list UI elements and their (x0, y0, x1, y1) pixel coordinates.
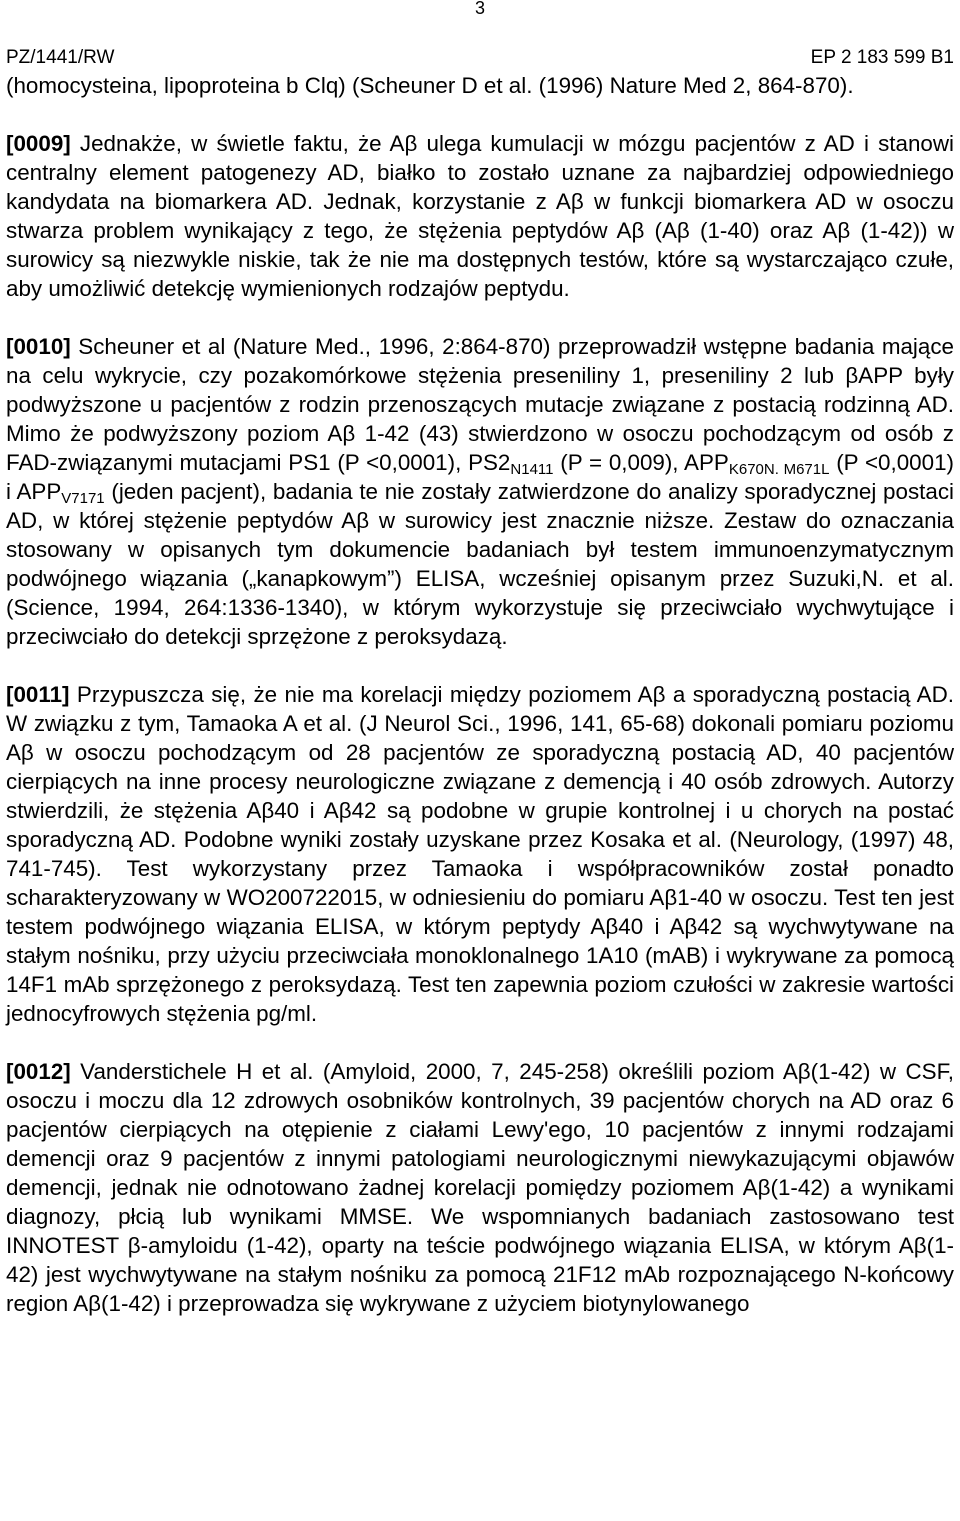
paragraph-text: (P <0,0001) i APP (6, 450, 954, 504)
paragraph-number: [0011] (6, 682, 70, 707)
paragraph-text: (P = 0,009), APP (553, 450, 729, 475)
document-reference: PZ/1441/RW (6, 47, 115, 68)
document-body (6, 71, 954, 1347)
patent-number: EP 2 183 599 B1 (810, 47, 954, 68)
paragraph-0011 (6, 680, 954, 1028)
paragraph-text: (jeden pacjent), badania te nie zostały zatwierdzone do analizy sporadycznej postaci AD, w której stężenie peptydów Aβ w surowicy jest znacznie niższe. Zestaw do oznaczania stosowany w opisanych tym dokumencie badaniach był testem immunoenzymatycznym podwójnego wiązania („kanapkowym”) ELISA, wcześniej opisanym przez Suzuki,N. et al. (Science, 1994, 264:1336-1340), w którym wykorzystuje się przeciwciało wychwytujące i przeciwciało do detekcji sprzężone z peroksydazą. (6, 479, 954, 649)
paragraph-number: [0012] (6, 1059, 71, 1084)
paragraph-text: Przypuszcza się, że nie ma korelacji między poziomem Aβ a sporadyczną postacią AD. W związku z tym, Tamaoka A et al. (J Neurol Sci., 1996, 141, 65-68) dokonali pomiaru poziomu Aβ w osoczu pochodzącym od 28 pacjentów ze sporadyczną postacią AD, 40 pacjentów cierpiących na inne procesy neurologiczne związane z demencją i 40 osób zdrowych. Autorzy stwierdzili, że stężenia Aβ40 i Aβ42 są podobne w grupie kontrolnej i u chorych na postać sporadyczną AD. Podobne wyniki zostały uzyskane przez Kosaka et al. (Neurology, (1997) 48, 741-745). Test wykorzystany przez Tamaoka i współpracowników został ponadto scharakteryzowany w WO200722015, w odniesieniu do pomiaru Aβ1-40 w osoczu. Test ten jest testem podwójnego wiązania ELISA, w którym peptydy Aβ40 i Aβ42 są wychwytywane na stałym nośniku, przy użyciu przeciwciała monoklonalnego 1A10 (mAB) i wykrywane za pomocą 14F1 mAb sprzężonego z peroksydazą. Test ten zapewnia poziom czułości w zakresie wartości jednocyfrowych stężenia pg/ml. (6, 682, 954, 1026)
paragraph-number: [0009] (6, 131, 71, 156)
intro-paragraph: (homocysteina, lipoproteina b Clq) (Scheuner D et al. (1996) Nature Med 2, 864-870). (6, 73, 854, 98)
paragraph-0012 (6, 1057, 954, 1318)
paragraph-text: Scheuner et al (Nature Med., 1996, 2:864-870) przeprowadził wstępne badania mające na celu wykrycie, czy pozakomórkowe stężenia preseniliny 1, preseniliny 2 lub βAPP były podwyższone u pacjentów z rodzin przenoszących mutacje związane z postacią rodzinną AD. Mimo że podwyższony poziom Aβ 1-42 (43) stwierdzono w osoczu pochodzącym od osób z FAD-związanymi mutacjami PS1 (P <0,0001), PS2 (6, 334, 954, 475)
page-number: 3 (474, 0, 485, 18)
paragraph-0009 (6, 129, 954, 303)
paragraph-number: [0010] (6, 334, 71, 359)
paragraph-0010 (6, 332, 954, 651)
paragraph-text: Jednakże, w świetle faktu, że Aβ ulega kumulacji w mózgu pacjentów z AD i stanowi centralny element patogenezy AD, białko to zostało uznane za najbardziej odpowiedniego kandydata na biomarkera AD. Jednak, korzystanie z Aβ w funkcji biomarkera AD w osoczu stwarza problem wynikający z tego, że stężenia peptydów Aβ (Aβ (1-40) oraz Aβ (1-42)) w surowicy są niezwykle niskie, tak że nie ma dostępnych testów, które są wystarczająco czułe, aby umożliwić detekcję wymienionych rodzajów peptydu. (6, 131, 954, 301)
subscript: N1411 (510, 461, 554, 478)
subscript: K670N. M671L (728, 461, 830, 478)
document-header (6, 47, 954, 73)
subscript: V7171 (61, 490, 105, 507)
paragraph-text: Vanderstichele H et al. (Amyloid, 2000, 7, 245-258) określili poziom Aβ(1-42) w CSF, osoczu i moczu dla 12 zdrowych osobników kontrolnych, 39 pacjentów chorych na AD oraz 6 pacjentów cierpiących na otępienie z ciałami Lewy'ego, 10 pacjentów z innymi rodzajami demencji oraz 9 pacjentów z innymi patologiami neurologicznymi niewykazującymi objawów demencji, jednak nie odnotowano żadnej korelacji pomiędzy poziomem Aβ(1-42) a wynikami diagnozy, płcią lub wynikami MMSE. We wspomnianych badaniach zastosowano test INNOTEST β-amyloidu (1-42), oparty na teście podwójnego wiązania ELISA, w którym Aβ(1-42) jest wychwytywane na stałym nośniku za pomocą 21F12 mAb rozpoznającego N-końcowy region Aβ(1-42) i przeprowadza się wykrywane z użyciem biotynylowanego (6, 1059, 954, 1316)
